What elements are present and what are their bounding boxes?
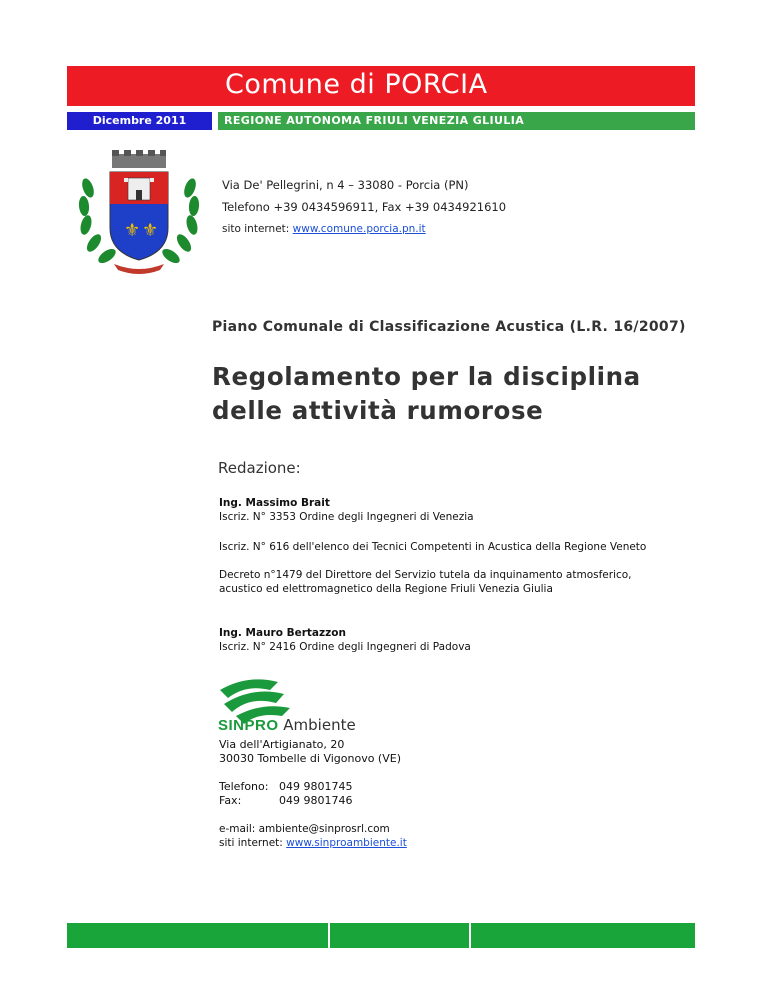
company-address-2: 30030 Tombelle di Vigonovo (VE)	[219, 752, 401, 765]
page-title: Comune di PORCIA	[225, 69, 488, 100]
date-badge: Dicembre 2011	[67, 112, 212, 130]
engineer-1-name: Ing. Massimo Brait	[219, 497, 330, 509]
engineer-1	[219, 496, 474, 524]
phone-label: Telefono:	[219, 780, 269, 793]
svg-text:⚜: ⚜	[124, 220, 141, 241]
company-email: e-mail: ambiente@sinprosrl.com	[219, 823, 390, 835]
sites-link[interactable]: www.sinproambiente.it	[286, 837, 407, 849]
company-phone-fax	[219, 780, 352, 808]
phone-value: 049 9801745	[279, 780, 353, 793]
address-line: Via De' Pellegrini, n 4 – 33080 - Porcia (PN)	[222, 178, 469, 192]
phone-line: Telefono +39 0434596911, Fax +39 0434921610	[222, 200, 507, 214]
fax-value: 049 9801746	[279, 794, 353, 807]
engineer-2-name: Ing. Mauro Bertazzon	[219, 627, 346, 639]
decree-line-2: acustico ed elettromagnetico della Regione Friuli Venezia Giulia	[219, 583, 553, 595]
fax-label: Fax:	[219, 794, 242, 807]
footer-divider	[469, 923, 471, 948]
site-label: sito internet:	[222, 223, 293, 235]
footer-divider	[328, 923, 330, 948]
site-link[interactable]: www.comune.porcia.pn.it	[292, 223, 426, 235]
document-title	[212, 360, 682, 428]
document-subtitle: Piano Comunale di Classificazione Acustica (L.R. 16/2007)	[212, 319, 686, 335]
title-line-1: Regolamento per la disciplina	[212, 362, 641, 391]
sites-label: siti internet:	[219, 837, 287, 849]
redazione-label: Redazione:	[218, 459, 301, 477]
site-line	[222, 223, 426, 235]
title-line-2: delle attività rumorose	[212, 396, 544, 425]
svg-text:⚜: ⚜	[142, 220, 159, 241]
engineer-2	[219, 626, 471, 654]
sinpro-brand-name: SINPRO	[218, 717, 279, 734]
header-title-bar	[67, 66, 695, 106]
decree	[219, 568, 632, 596]
company-address-1: Via dell'Artigianato, 20	[219, 738, 345, 751]
company-address	[219, 738, 401, 766]
company-web	[219, 822, 407, 850]
engineer-1-registration: Iscriz. N° 3353 Ordine degli Ingegneri di Venezia	[219, 511, 474, 523]
sinpro-brand-suffix: Ambiente	[278, 716, 356, 734]
footer-bar	[67, 923, 695, 948]
decree-line-1: Decreto n°1479 del Direttore del Servizio tutela da inquinamento atmosferico,	[219, 569, 632, 581]
region-banner: REGIONE AUTONOMA FRIULI VENEZIA GLIULIA	[218, 112, 695, 130]
sinpro-brand	[218, 716, 356, 734]
coat-of-arms-icon	[74, 148, 204, 278]
engineer-2-registration: Iscriz. N° 2416 Ordine degli Ingegneri di Padova	[219, 641, 471, 653]
engineer-1-registration-2: Iscriz. N° 616 dell'elenco dei Tecnici Competenti in Acustica della Regione Veneto	[219, 541, 647, 553]
